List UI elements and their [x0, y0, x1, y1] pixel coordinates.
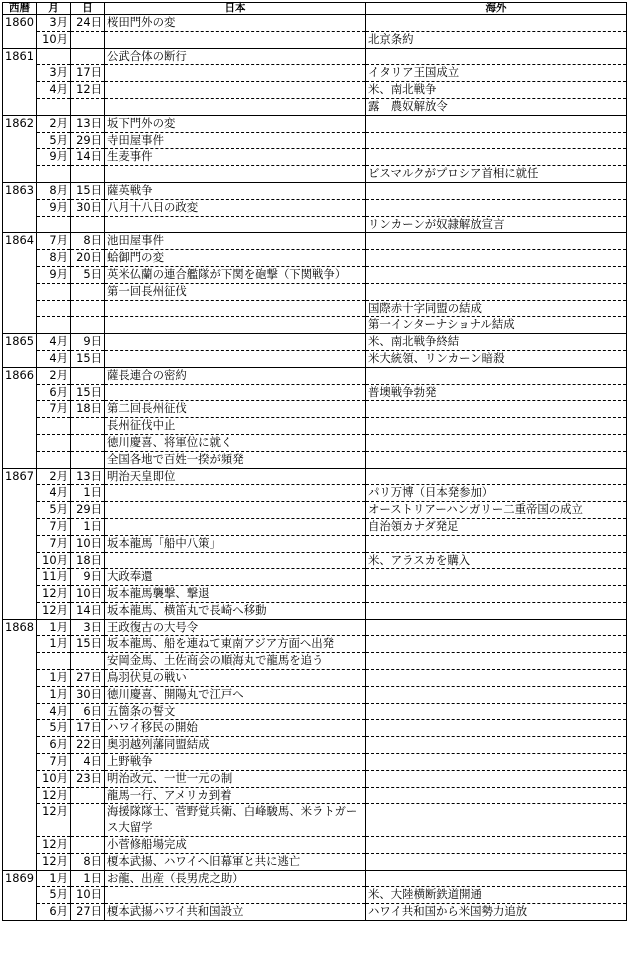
- month-cell: [37, 434, 71, 451]
- header-japan: 日本: [105, 3, 366, 15]
- japan-event-cell: 大政奉還: [105, 569, 366, 586]
- day-cell: 1日: [71, 485, 105, 502]
- day-cell: 15日: [71, 182, 105, 199]
- year-cell: 1862: [3, 115, 37, 182]
- japan-event-cell: ハワイ移民の開始: [105, 720, 366, 737]
- table-row: [3, 384, 627, 401]
- table-row: [3, 82, 627, 99]
- day-cell: 3日: [71, 619, 105, 636]
- overseas-event-cell: 国際赤十字同盟の結成: [366, 300, 627, 317]
- header-row: [3, 3, 627, 15]
- overseas-event-cell: [366, 770, 627, 787]
- month-cell: [37, 216, 71, 233]
- day-cell: 1日: [71, 518, 105, 535]
- table-row: [3, 870, 627, 887]
- day-cell: 1日: [71, 870, 105, 887]
- month-cell: 10月: [37, 770, 71, 787]
- table-row: [3, 737, 627, 754]
- table-row: [3, 367, 627, 384]
- table-row: [3, 787, 627, 804]
- table-row: [3, 250, 627, 267]
- day-cell: [71, 418, 105, 435]
- table-row: [3, 552, 627, 569]
- table-row: [3, 199, 627, 216]
- table-row: [3, 804, 627, 837]
- japan-event-cell: [105, 887, 366, 904]
- month-cell: 9月: [37, 149, 71, 166]
- chronology-table: [2, 2, 627, 921]
- day-cell: 10日: [71, 535, 105, 552]
- month-cell: 3月: [37, 65, 71, 82]
- japan-event-cell: 蛤御門の変: [105, 250, 366, 267]
- overseas-event-cell: [366, 619, 627, 636]
- table-row: [3, 115, 627, 132]
- month-cell: 12月: [37, 602, 71, 619]
- table-row: [3, 132, 627, 149]
- japan-event-cell: [105, 65, 366, 82]
- table-row: [3, 602, 627, 619]
- table-row: [3, 65, 627, 82]
- table-row: [3, 283, 627, 300]
- table-row: [3, 468, 627, 485]
- chronology-body: [3, 15, 627, 921]
- month-cell: 4月: [37, 350, 71, 367]
- overseas-event-cell: [366, 686, 627, 703]
- japan-event-cell: 第一回長州征伐: [105, 283, 366, 300]
- header-month: 月: [37, 3, 71, 15]
- table-row: [3, 887, 627, 904]
- day-cell: [71, 300, 105, 317]
- overseas-event-cell: ハワイ共和国から米国勢力追放: [366, 904, 627, 921]
- year-cell: 1868: [3, 619, 37, 870]
- day-cell: [71, 837, 105, 854]
- month-cell: 12月: [37, 804, 71, 837]
- month-cell: 1月: [37, 636, 71, 653]
- overseas-event-cell: [366, 586, 627, 603]
- japan-event-cell: [105, 166, 366, 183]
- day-cell: 17日: [71, 65, 105, 82]
- day-cell: [71, 653, 105, 670]
- month-cell: 6月: [37, 384, 71, 401]
- header-overseas: 海外: [366, 3, 627, 15]
- overseas-event-cell: [366, 569, 627, 586]
- day-cell: 30日: [71, 686, 105, 703]
- overseas-event-cell: [366, 870, 627, 887]
- table-row: [3, 853, 627, 870]
- month-cell: 8月: [37, 182, 71, 199]
- day-cell: 9日: [71, 569, 105, 586]
- month-cell: 5月: [37, 887, 71, 904]
- overseas-event-cell: [366, 636, 627, 653]
- table-row: [3, 653, 627, 670]
- table-row: [3, 904, 627, 921]
- table-row: [3, 31, 627, 48]
- header-year: 西暦: [3, 3, 37, 15]
- overseas-event-cell: 米、南北戦争: [366, 82, 627, 99]
- table-row: [3, 317, 627, 334]
- day-cell: [71, 317, 105, 334]
- japan-event-cell: 海援隊隊士、菅野覚兵衛、白峰駿馬、米ラトガース大留学: [105, 804, 366, 837]
- overseas-event-cell: [366, 149, 627, 166]
- japan-event-cell: [105, 334, 366, 351]
- overseas-event-cell: [366, 250, 627, 267]
- table-row: [3, 770, 627, 787]
- japan-event-cell: 徳川慶喜、開陽丸で江戸へ: [105, 686, 366, 703]
- table-row: [3, 837, 627, 854]
- japan-event-cell: 安岡金馬、土佐商会の順海丸で龍馬を追う: [105, 653, 366, 670]
- month-cell: [37, 98, 71, 115]
- overseas-event-cell: [366, 283, 627, 300]
- overseas-event-cell: [366, 401, 627, 418]
- japan-event-cell: 坂下門外の変: [105, 115, 366, 132]
- day-cell: 12日: [71, 82, 105, 99]
- japan-event-cell: 龍馬一行、アメリカ到着: [105, 787, 366, 804]
- day-cell: 13日: [71, 468, 105, 485]
- day-cell: 15日: [71, 350, 105, 367]
- month-cell: 7月: [37, 233, 71, 250]
- month-cell: 12月: [37, 586, 71, 603]
- month-cell: 4月: [37, 82, 71, 99]
- japan-event-cell: 榎本武揚、ハワイへ旧幕軍と共に逃亡: [105, 853, 366, 870]
- overseas-event-cell: 自治領カナダ発足: [366, 518, 627, 535]
- japan-event-cell: [105, 216, 366, 233]
- day-cell: [71, 216, 105, 233]
- japan-event-cell: 英米仏蘭の連合艦隊が下関を砲撃（下関戦争）: [105, 266, 366, 283]
- table-row: [3, 754, 627, 771]
- month-cell: 1月: [37, 686, 71, 703]
- day-cell: 29日: [71, 502, 105, 519]
- day-cell: [71, 48, 105, 65]
- day-cell: 15日: [71, 636, 105, 653]
- japan-event-cell: [105, 300, 366, 317]
- japan-event-cell: [105, 31, 366, 48]
- table-row: [3, 166, 627, 183]
- day-cell: 13日: [71, 115, 105, 132]
- japan-event-cell: [105, 98, 366, 115]
- japan-event-cell: 奥羽越列藩同盟結成: [105, 737, 366, 754]
- japan-event-cell: 明治天皇即位: [105, 468, 366, 485]
- month-cell: 2月: [37, 115, 71, 132]
- japan-event-cell: 鳥羽伏見の戦い: [105, 670, 366, 687]
- overseas-event-cell: 普墺戦争勃発: [366, 384, 627, 401]
- table-row: [3, 149, 627, 166]
- month-cell: 12月: [37, 787, 71, 804]
- year-cell: 1865: [3, 334, 37, 368]
- japan-event-cell: 小菅修船場完成: [105, 837, 366, 854]
- day-cell: [71, 166, 105, 183]
- month-cell: 12月: [37, 837, 71, 854]
- overseas-event-cell: リンカーンが奴隷解放宣言: [366, 216, 627, 233]
- day-cell: 5日: [71, 266, 105, 283]
- japan-event-cell: 坂本龍馬、横笛丸で長崎へ移動: [105, 602, 366, 619]
- month-cell: 7月: [37, 535, 71, 552]
- table-row: [3, 434, 627, 451]
- japan-event-cell: 池田屋事件: [105, 233, 366, 250]
- month-cell: 6月: [37, 904, 71, 921]
- day-cell: 15日: [71, 384, 105, 401]
- overseas-event-cell: [366, 266, 627, 283]
- overseas-event-cell: [366, 853, 627, 870]
- month-cell: 4月: [37, 334, 71, 351]
- overseas-event-cell: [366, 670, 627, 687]
- table-row: [3, 703, 627, 720]
- table-row: [3, 586, 627, 603]
- day-cell: [71, 367, 105, 384]
- table-row: [3, 720, 627, 737]
- overseas-event-cell: [366, 468, 627, 485]
- month-cell: 5月: [37, 720, 71, 737]
- month-cell: 5月: [37, 132, 71, 149]
- overseas-event-cell: 第一インターナショナル結成: [366, 317, 627, 334]
- overseas-event-cell: [366, 653, 627, 670]
- header-day: 日: [71, 3, 105, 15]
- table-row: [3, 334, 627, 351]
- month-cell: 5月: [37, 502, 71, 519]
- month-cell: 4月: [37, 703, 71, 720]
- overseas-event-cell: [366, 720, 627, 737]
- japan-event-cell: 坂本龍馬、船を連ねて東南アジア方面へ出発: [105, 636, 366, 653]
- month-cell: 9月: [37, 199, 71, 216]
- japan-event-cell: 徳川慶喜、将軍位に就く: [105, 434, 366, 451]
- year-cell: 1869: [3, 870, 37, 920]
- table-row: [3, 569, 627, 586]
- day-cell: [71, 98, 105, 115]
- japan-event-cell: [105, 485, 366, 502]
- japan-event-cell: 坂本龍馬襲撃、撃退: [105, 586, 366, 603]
- overseas-event-cell: [366, 182, 627, 199]
- overseas-event-cell: [366, 115, 627, 132]
- year-cell: 1860: [3, 15, 37, 49]
- japan-event-cell: 薩長連合の密約: [105, 367, 366, 384]
- overseas-event-cell: [366, 367, 627, 384]
- month-cell: 9月: [37, 266, 71, 283]
- table-row: [3, 485, 627, 502]
- overseas-event-cell: [366, 15, 627, 32]
- month-cell: 1月: [37, 619, 71, 636]
- year-cell: 1864: [3, 233, 37, 334]
- overseas-event-cell: [366, 535, 627, 552]
- table-row: [3, 300, 627, 317]
- japan-event-cell: [105, 552, 366, 569]
- table-row: [3, 15, 627, 32]
- year-cell: 1866: [3, 367, 37, 468]
- year-cell: 1867: [3, 468, 37, 619]
- japan-event-cell: 桜田門外の変: [105, 15, 366, 32]
- overseas-event-cell: イタリア王国成立: [366, 65, 627, 82]
- japan-event-cell: 上野戦争: [105, 754, 366, 771]
- day-cell: 22日: [71, 737, 105, 754]
- overseas-event-cell: [366, 132, 627, 149]
- japan-event-cell: [105, 518, 366, 535]
- month-cell: 1月: [37, 870, 71, 887]
- day-cell: 14日: [71, 602, 105, 619]
- table-row: [3, 233, 627, 250]
- day-cell: [71, 283, 105, 300]
- day-cell: [71, 804, 105, 837]
- day-cell: [71, 31, 105, 48]
- japan-event-cell: 公武合体の断行: [105, 48, 366, 65]
- overseas-event-cell: [366, 837, 627, 854]
- day-cell: 10日: [71, 586, 105, 603]
- overseas-event-cell: [366, 451, 627, 468]
- table-row: [3, 502, 627, 519]
- day-cell: 30日: [71, 199, 105, 216]
- day-cell: 8日: [71, 233, 105, 250]
- month-cell: [37, 166, 71, 183]
- table-row: [3, 535, 627, 552]
- day-cell: 20日: [71, 250, 105, 267]
- month-cell: 10月: [37, 31, 71, 48]
- day-cell: 24日: [71, 15, 105, 32]
- day-cell: 8日: [71, 853, 105, 870]
- overseas-event-cell: 米、アラスカを購入: [366, 552, 627, 569]
- overseas-event-cell: [366, 602, 627, 619]
- overseas-event-cell: [366, 703, 627, 720]
- table-row: [3, 266, 627, 283]
- overseas-event-cell: [366, 787, 627, 804]
- japan-event-cell: 第二回長州征伐: [105, 401, 366, 418]
- month-cell: 12月: [37, 853, 71, 870]
- japan-event-cell: [105, 350, 366, 367]
- month-cell: 10月: [37, 552, 71, 569]
- japan-event-cell: お龍、出産（長男虎之助）: [105, 870, 366, 887]
- month-cell: 3月: [37, 15, 71, 32]
- day-cell: 27日: [71, 670, 105, 687]
- month-cell: [37, 451, 71, 468]
- month-cell: 6月: [37, 737, 71, 754]
- month-cell: 2月: [37, 367, 71, 384]
- japan-event-cell: 坂本龍馬「船中八策」: [105, 535, 366, 552]
- day-cell: 10日: [71, 887, 105, 904]
- month-cell: 7月: [37, 518, 71, 535]
- month-cell: 1月: [37, 670, 71, 687]
- month-cell: [37, 653, 71, 670]
- month-cell: 2月: [37, 468, 71, 485]
- day-cell: [71, 451, 105, 468]
- day-cell: [71, 787, 105, 804]
- month-cell: 7月: [37, 754, 71, 771]
- day-cell: 9日: [71, 334, 105, 351]
- overseas-event-cell: 米、南北戦争終結: [366, 334, 627, 351]
- table-row: [3, 401, 627, 418]
- overseas-event-cell: [366, 418, 627, 435]
- table-row: [3, 182, 627, 199]
- month-cell: [37, 283, 71, 300]
- overseas-event-cell: ビスマルクがプロシア首相に就任: [366, 166, 627, 183]
- table-row: [3, 350, 627, 367]
- overseas-event-cell: [366, 233, 627, 250]
- overseas-event-cell: [366, 804, 627, 837]
- day-cell: 17日: [71, 720, 105, 737]
- japan-event-cell: 王政復古の大号令: [105, 619, 366, 636]
- japan-event-cell: [105, 502, 366, 519]
- day-cell: 18日: [71, 401, 105, 418]
- day-cell: 27日: [71, 904, 105, 921]
- year-cell: 1861: [3, 48, 37, 115]
- overseas-event-cell: パリ万博（日本発参加）: [366, 485, 627, 502]
- day-cell: 4日: [71, 754, 105, 771]
- japan-event-cell: 寺田屋事件: [105, 132, 366, 149]
- table-row: [3, 98, 627, 115]
- year-cell: 1863: [3, 182, 37, 232]
- overseas-event-cell: 米、大陸横断鉄道開通: [366, 887, 627, 904]
- month-cell: 8月: [37, 250, 71, 267]
- overseas-event-cell: [366, 199, 627, 216]
- table-row: [3, 636, 627, 653]
- table-row: [3, 48, 627, 65]
- month-cell: 11月: [37, 569, 71, 586]
- month-cell: 7月: [37, 401, 71, 418]
- day-cell: [71, 434, 105, 451]
- table-row: [3, 686, 627, 703]
- day-cell: 23日: [71, 770, 105, 787]
- table-row: [3, 619, 627, 636]
- japan-event-cell: 五箇条の誓文: [105, 703, 366, 720]
- overseas-event-cell: 露 農奴解放令: [366, 98, 627, 115]
- japan-event-cell: 長州征伐中止: [105, 418, 366, 435]
- month-cell: [37, 48, 71, 65]
- japan-event-cell: 八月十八日の政変: [105, 199, 366, 216]
- month-cell: [37, 418, 71, 435]
- month-cell: 4月: [37, 485, 71, 502]
- overseas-event-cell: [366, 754, 627, 771]
- table-row: [3, 418, 627, 435]
- japan-event-cell: [105, 82, 366, 99]
- day-cell: 6日: [71, 703, 105, 720]
- japan-event-cell: [105, 317, 366, 334]
- table-row: [3, 670, 627, 687]
- table-row: [3, 518, 627, 535]
- day-cell: 18日: [71, 552, 105, 569]
- japan-event-cell: 生麦事件: [105, 149, 366, 166]
- japan-event-cell: 明治改元、一世一元の制: [105, 770, 366, 787]
- japan-event-cell: 全国各地で百姓一揆が頻発: [105, 451, 366, 468]
- overseas-event-cell: [366, 737, 627, 754]
- japan-event-cell: [105, 384, 366, 401]
- month-cell: [37, 300, 71, 317]
- overseas-event-cell: 米大統領、リンカーン暗殺: [366, 350, 627, 367]
- table-row: [3, 451, 627, 468]
- overseas-event-cell: [366, 434, 627, 451]
- table-row: [3, 216, 627, 233]
- day-cell: 14日: [71, 149, 105, 166]
- japan-event-cell: 榎本武揚ハワイ共和国設立: [105, 904, 366, 921]
- japan-event-cell: 薩英戦争: [105, 182, 366, 199]
- day-cell: 29日: [71, 132, 105, 149]
- overseas-event-cell: オーストリアーハンガリー二重帝国の成立: [366, 502, 627, 519]
- month-cell: [37, 317, 71, 334]
- overseas-event-cell: 北京条約: [366, 31, 627, 48]
- overseas-event-cell: [366, 48, 627, 65]
